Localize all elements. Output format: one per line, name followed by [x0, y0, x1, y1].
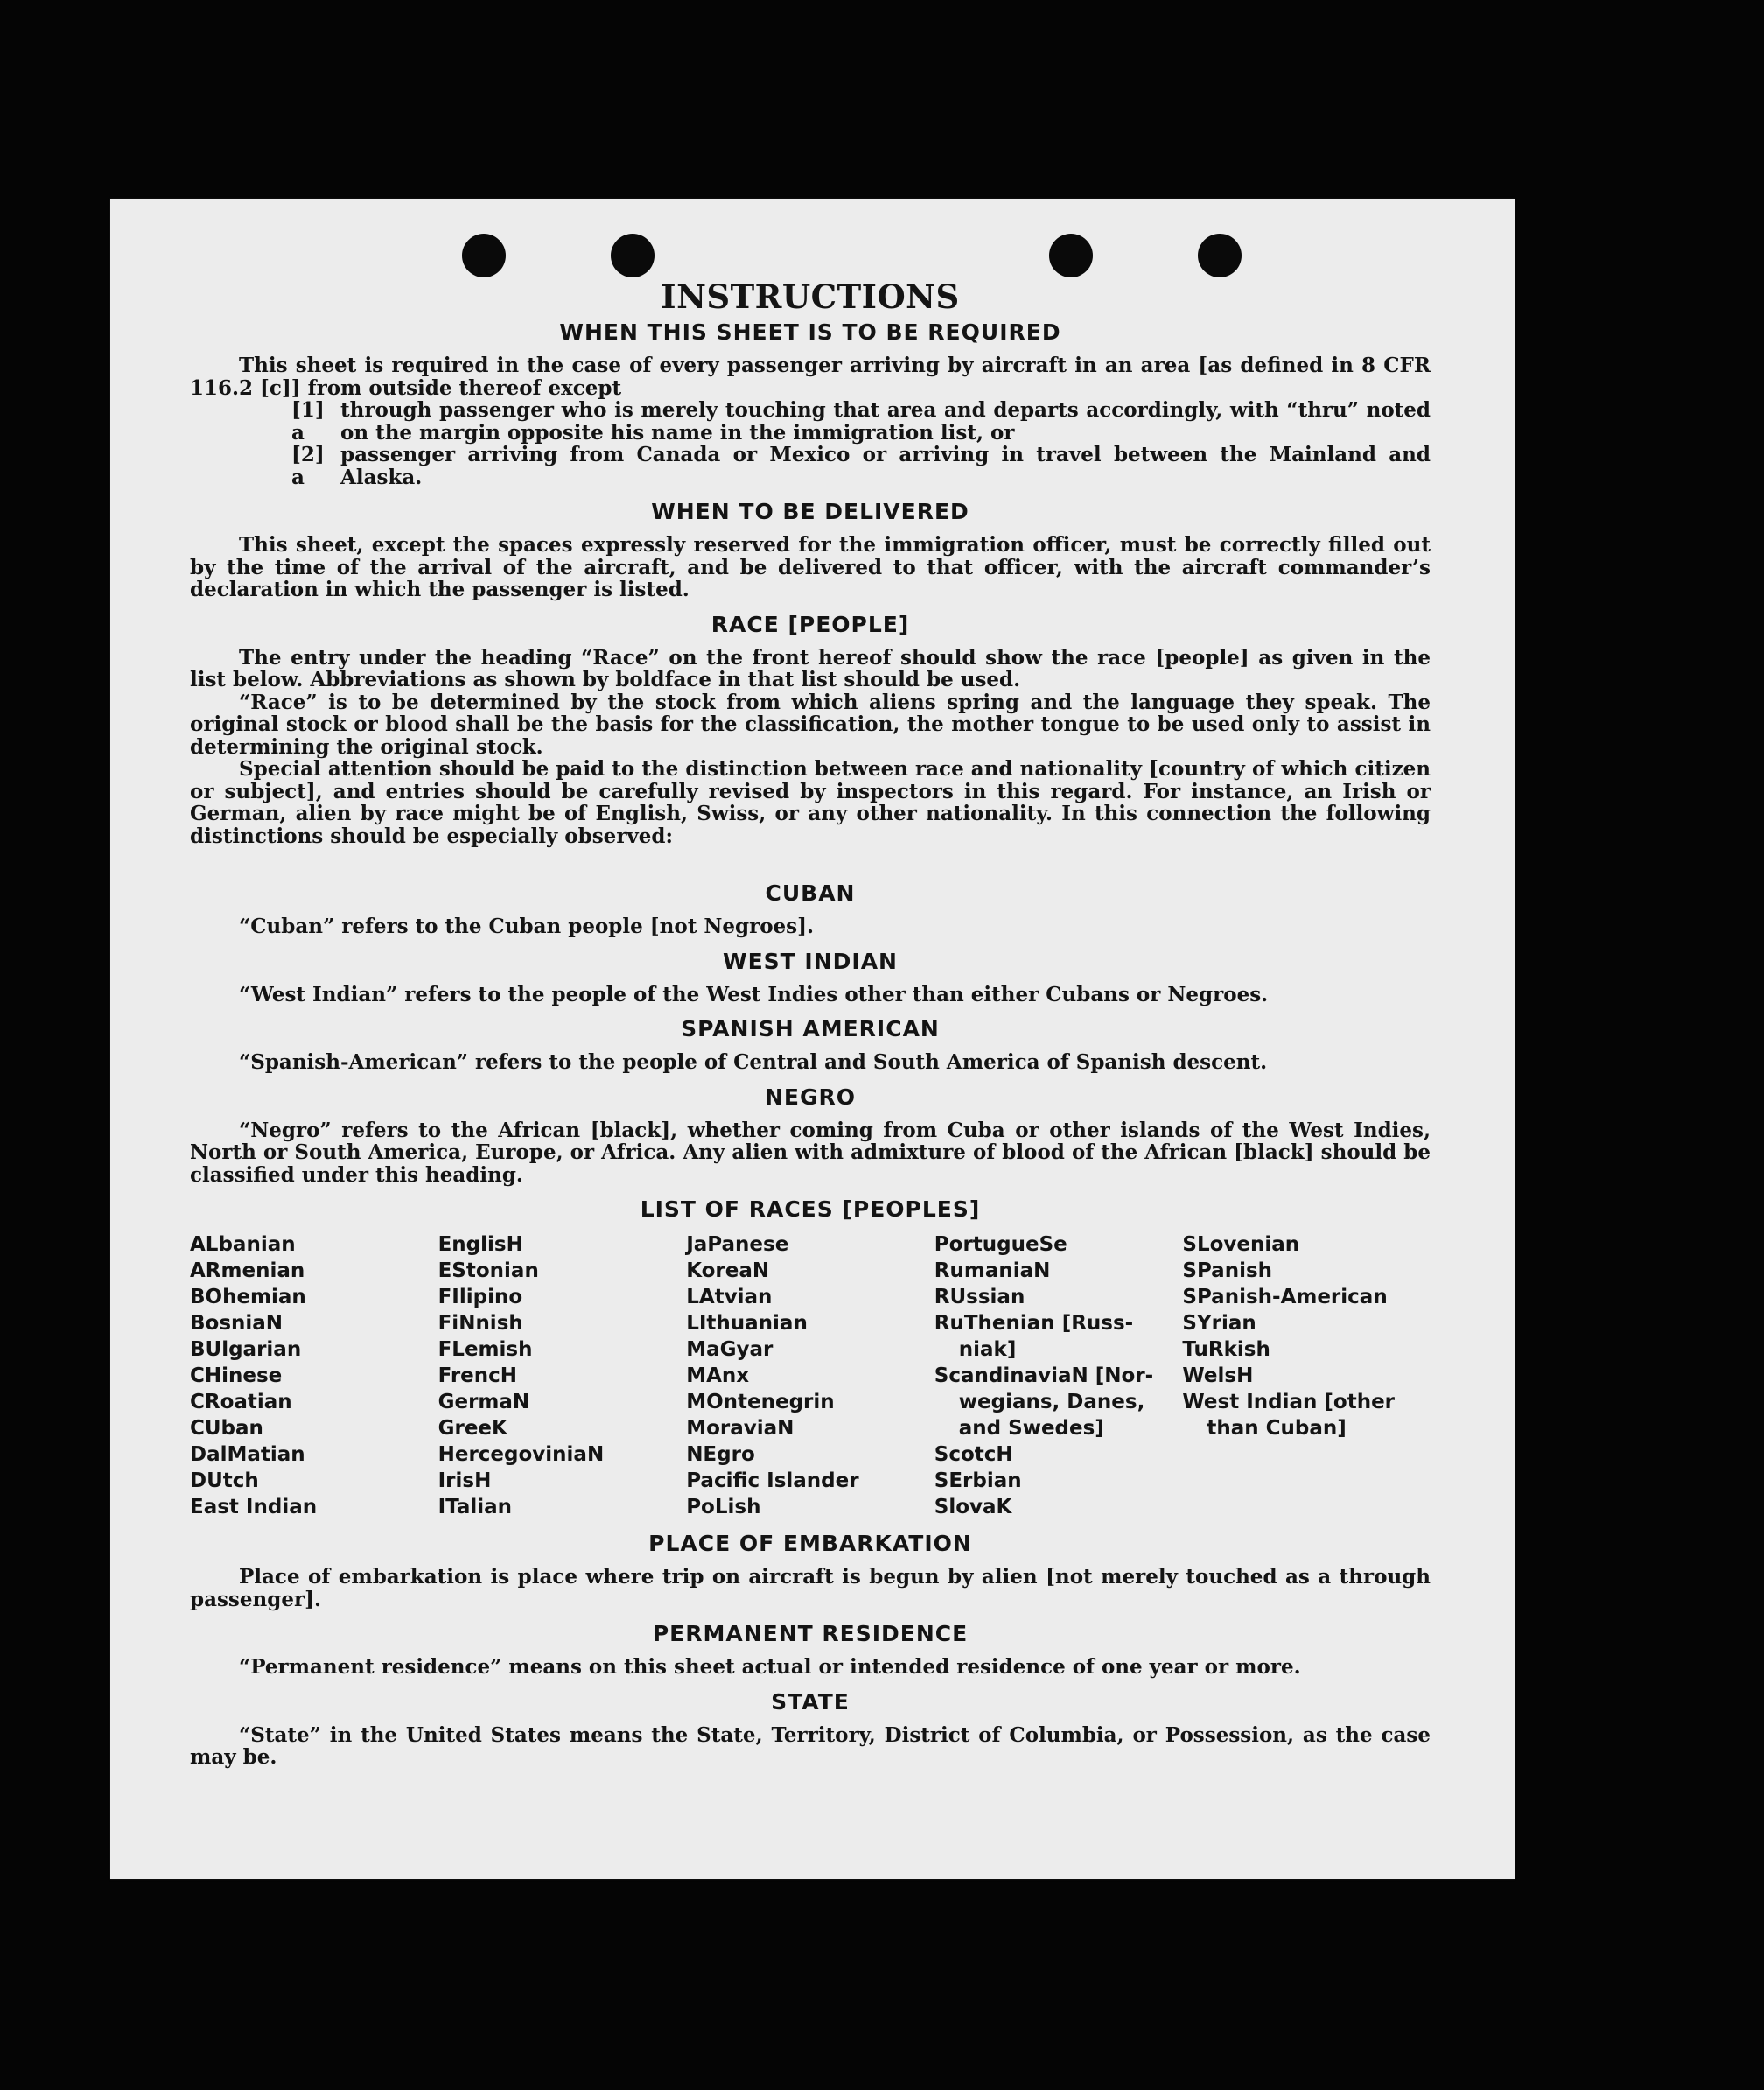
- race-entry: Pacific Islander: [686, 1469, 859, 1492]
- races-column: [686, 1231, 934, 1520]
- race-entry: PoLish: [686, 1496, 761, 1518]
- race-entry: West Indian [other: [1182, 1391, 1396, 1413]
- binder-hole-3: [1049, 234, 1093, 277]
- exception-text: passenger arriving from Canada or Mexico or arriving in travel between the Mainland and Alaska.: [340, 443, 1431, 489]
- race-entry: RuThenian [Russ-: [934, 1312, 1134, 1335]
- paragraph-embarkation: Place of embarkation is place where trip on aircraft is begun by alien [not merely touched as a through passenger].: [190, 1565, 1431, 1611]
- paragraph-race-2: “Race” is to be determined by the stock from which aliens spring and the language they speak. The original stock or blood shall be the basis for the classification, the mother tongue to be used only to assist in determining the original stock.: [190, 690, 1431, 759]
- document-content: [190, 277, 1431, 1769]
- race-entry: ITalian: [438, 1496, 513, 1518]
- race-entry: MoraviaN: [686, 1417, 794, 1440]
- race-entry: GermaN: [438, 1391, 530, 1413]
- race-entry: CUban: [190, 1417, 263, 1440]
- race-entry: than Cuban]: [1207, 1417, 1347, 1440]
- race-entry: FiNnish: [438, 1312, 523, 1335]
- paragraph-required-intro: This sheet is required in the case of every passenger arriving by aircraft in an area [as defined in 8 CFR 116.2 [c]] from outside thereof except: [190, 354, 1431, 400]
- races-column: [1182, 1231, 1431, 1520]
- race-entry: SPanish-American: [1182, 1286, 1388, 1308]
- race-entry: ARmenian: [190, 1259, 305, 1282]
- races-list: [190, 1231, 1431, 1520]
- races-column: [934, 1231, 1183, 1520]
- race-entry: SlovaK: [934, 1496, 1012, 1518]
- race-entry: and Swedes]: [958, 1417, 1104, 1440]
- race-entry: SYrian: [1182, 1312, 1256, 1335]
- paragraph-cuban: “Cuban” refers to the Cuban people [not Negroes].: [239, 915, 815, 938]
- paragraph-state: “State” in the United States means the State, Territory, District of Columbia, or Possession, as the case may be.: [190, 1722, 1431, 1769]
- heading-when-delivered: WHEN TO BE DELIVERED: [651, 499, 970, 524]
- paragraph-west-indian: “West Indian” refers to the people of the West Indies other than either Cubans or Negroes.: [239, 982, 1269, 1006]
- race-entry: LAtvian: [686, 1286, 773, 1308]
- exception-item-1: [291, 399, 1431, 444]
- race-entry: GreeK: [438, 1417, 508, 1440]
- race-entry: TuRkish: [1182, 1338, 1270, 1361]
- exception-item-2: [291, 444, 1431, 488]
- race-entry: niak]: [958, 1338, 1017, 1361]
- document-sheet: [110, 199, 1515, 1879]
- race-entry: CRoatian: [190, 1391, 292, 1413]
- race-entry: LIthuanian: [686, 1312, 808, 1335]
- race-entry: CHinese: [190, 1364, 283, 1387]
- race-entry: BosniaN: [190, 1312, 284, 1335]
- heading-race-people: RACE [PEOPLE]: [710, 611, 910, 637]
- heading-permanent-residence: PERMANENT RESIDENCE: [652, 1621, 969, 1646]
- heading-negro: NEGRO: [764, 1084, 857, 1110]
- race-entry: FLemish: [438, 1338, 533, 1361]
- heading-list-of-races: LIST OF RACES [PEOPLES]: [640, 1196, 981, 1222]
- heading-when-required: WHEN THIS SHEET IS TO BE REQUIRED: [559, 319, 1061, 345]
- race-entry: WelsH: [1182, 1364, 1254, 1387]
- race-entry: SLovenian: [1182, 1233, 1300, 1256]
- paragraph-race-3: Special attention should be paid to the distinction between race and nationality [country of which citizen or subject], and entries should be carefully revised by inspectors in this regard. For instance, an Irish or German, alien by race might be of English, Swiss, or any other nationality. In this connection the following distinctions should be especially observed:: [190, 757, 1431, 848]
- exception-number: [2] a: [291, 443, 325, 489]
- race-entry: NEgro: [686, 1443, 755, 1466]
- binder-hole-1: [462, 234, 506, 277]
- heading-west-indian: WEST INDIAN: [723, 948, 898, 974]
- paragraph-negro: “Negro” refers to the African [black], whether coming from Cuba or other islands of the West Indies, North or South America, Europe, or Africa. Any alien with admixture of blood of the African [black] should be classified under this heading.: [190, 1118, 1431, 1187]
- binder-hole-2: [611, 234, 654, 277]
- race-entry: RUssian: [934, 1286, 1026, 1308]
- race-entry: ALbanian: [190, 1233, 296, 1256]
- race-entry: SErbian: [934, 1469, 1022, 1492]
- paragraph-spanish-american: “Spanish-American” refers to the people of Central and South America of Spanish descent.: [239, 1050, 1268, 1074]
- race-entry: wegians, Danes,: [958, 1391, 1145, 1413]
- race-entry: BOhemian: [190, 1286, 306, 1308]
- paragraph-race-1: The entry under the heading “Race” on the front hereof should show the race [people] as given in the list below. Abbreviations as shown by boldface in that list should be used.: [190, 645, 1431, 691]
- binder-hole-4: [1198, 234, 1242, 277]
- race-entry: East Indian: [190, 1496, 318, 1518]
- race-entry: RumaniaN: [934, 1259, 1051, 1282]
- heading-cuban: CUBAN: [765, 880, 856, 906]
- race-entry: IrisH: [438, 1469, 492, 1492]
- race-entry: MaGyar: [686, 1338, 774, 1361]
- race-entry: KoreaN: [686, 1259, 770, 1282]
- race-entry: MOntenegrin: [686, 1391, 835, 1413]
- race-entry: PortugueSe: [934, 1233, 1068, 1256]
- race-entry: BUlgarian: [190, 1338, 302, 1361]
- exception-text: through passenger who is merely touching that area and departs accordingly, with “thru” noted on the margin opposite his name in the immigration list, or: [340, 398, 1431, 445]
- race-entry: EStonian: [438, 1259, 539, 1282]
- race-entry: EnglisH: [438, 1233, 523, 1256]
- race-entry: DalMatian: [190, 1443, 305, 1466]
- race-entry: HercegoviniaN: [438, 1443, 605, 1466]
- heading-spanish-american: SPANISH AMERICAN: [681, 1016, 940, 1041]
- race-entry: MAnx: [686, 1364, 750, 1387]
- heading-place-of-embarkation: PLACE OF EMBARKATION: [648, 1531, 972, 1556]
- race-entry: FrencH: [438, 1364, 518, 1387]
- races-column: [190, 1231, 438, 1520]
- race-entry: SPanish: [1182, 1259, 1273, 1282]
- paragraph-delivery: This sheet, except the spaces expressly reserved for the immigration officer, must be correctly filled out by the time of the arrival of the aircraft, and be delivered to that officer, with the aircraft commander’s declaration in which the passenger is listed.: [190, 533, 1431, 601]
- heading-state: STATE: [771, 1688, 850, 1715]
- race-entry: ScotcH: [934, 1443, 1013, 1466]
- race-entry: DUtch: [190, 1469, 259, 1492]
- race-entry: ScandinaviaN [Nor-: [934, 1364, 1154, 1387]
- race-entry: FIlipino: [438, 1286, 523, 1308]
- race-entry: JaPanese: [686, 1233, 789, 1256]
- exception-number: [1] a: [291, 398, 325, 445]
- paragraph-permanent-residence: “Permanent residence” means on this sheet actual or intended residence of one year or more.: [239, 1655, 1301, 1679]
- document-title: INSTRUCTIONS: [661, 277, 960, 316]
- races-column: [438, 1231, 687, 1520]
